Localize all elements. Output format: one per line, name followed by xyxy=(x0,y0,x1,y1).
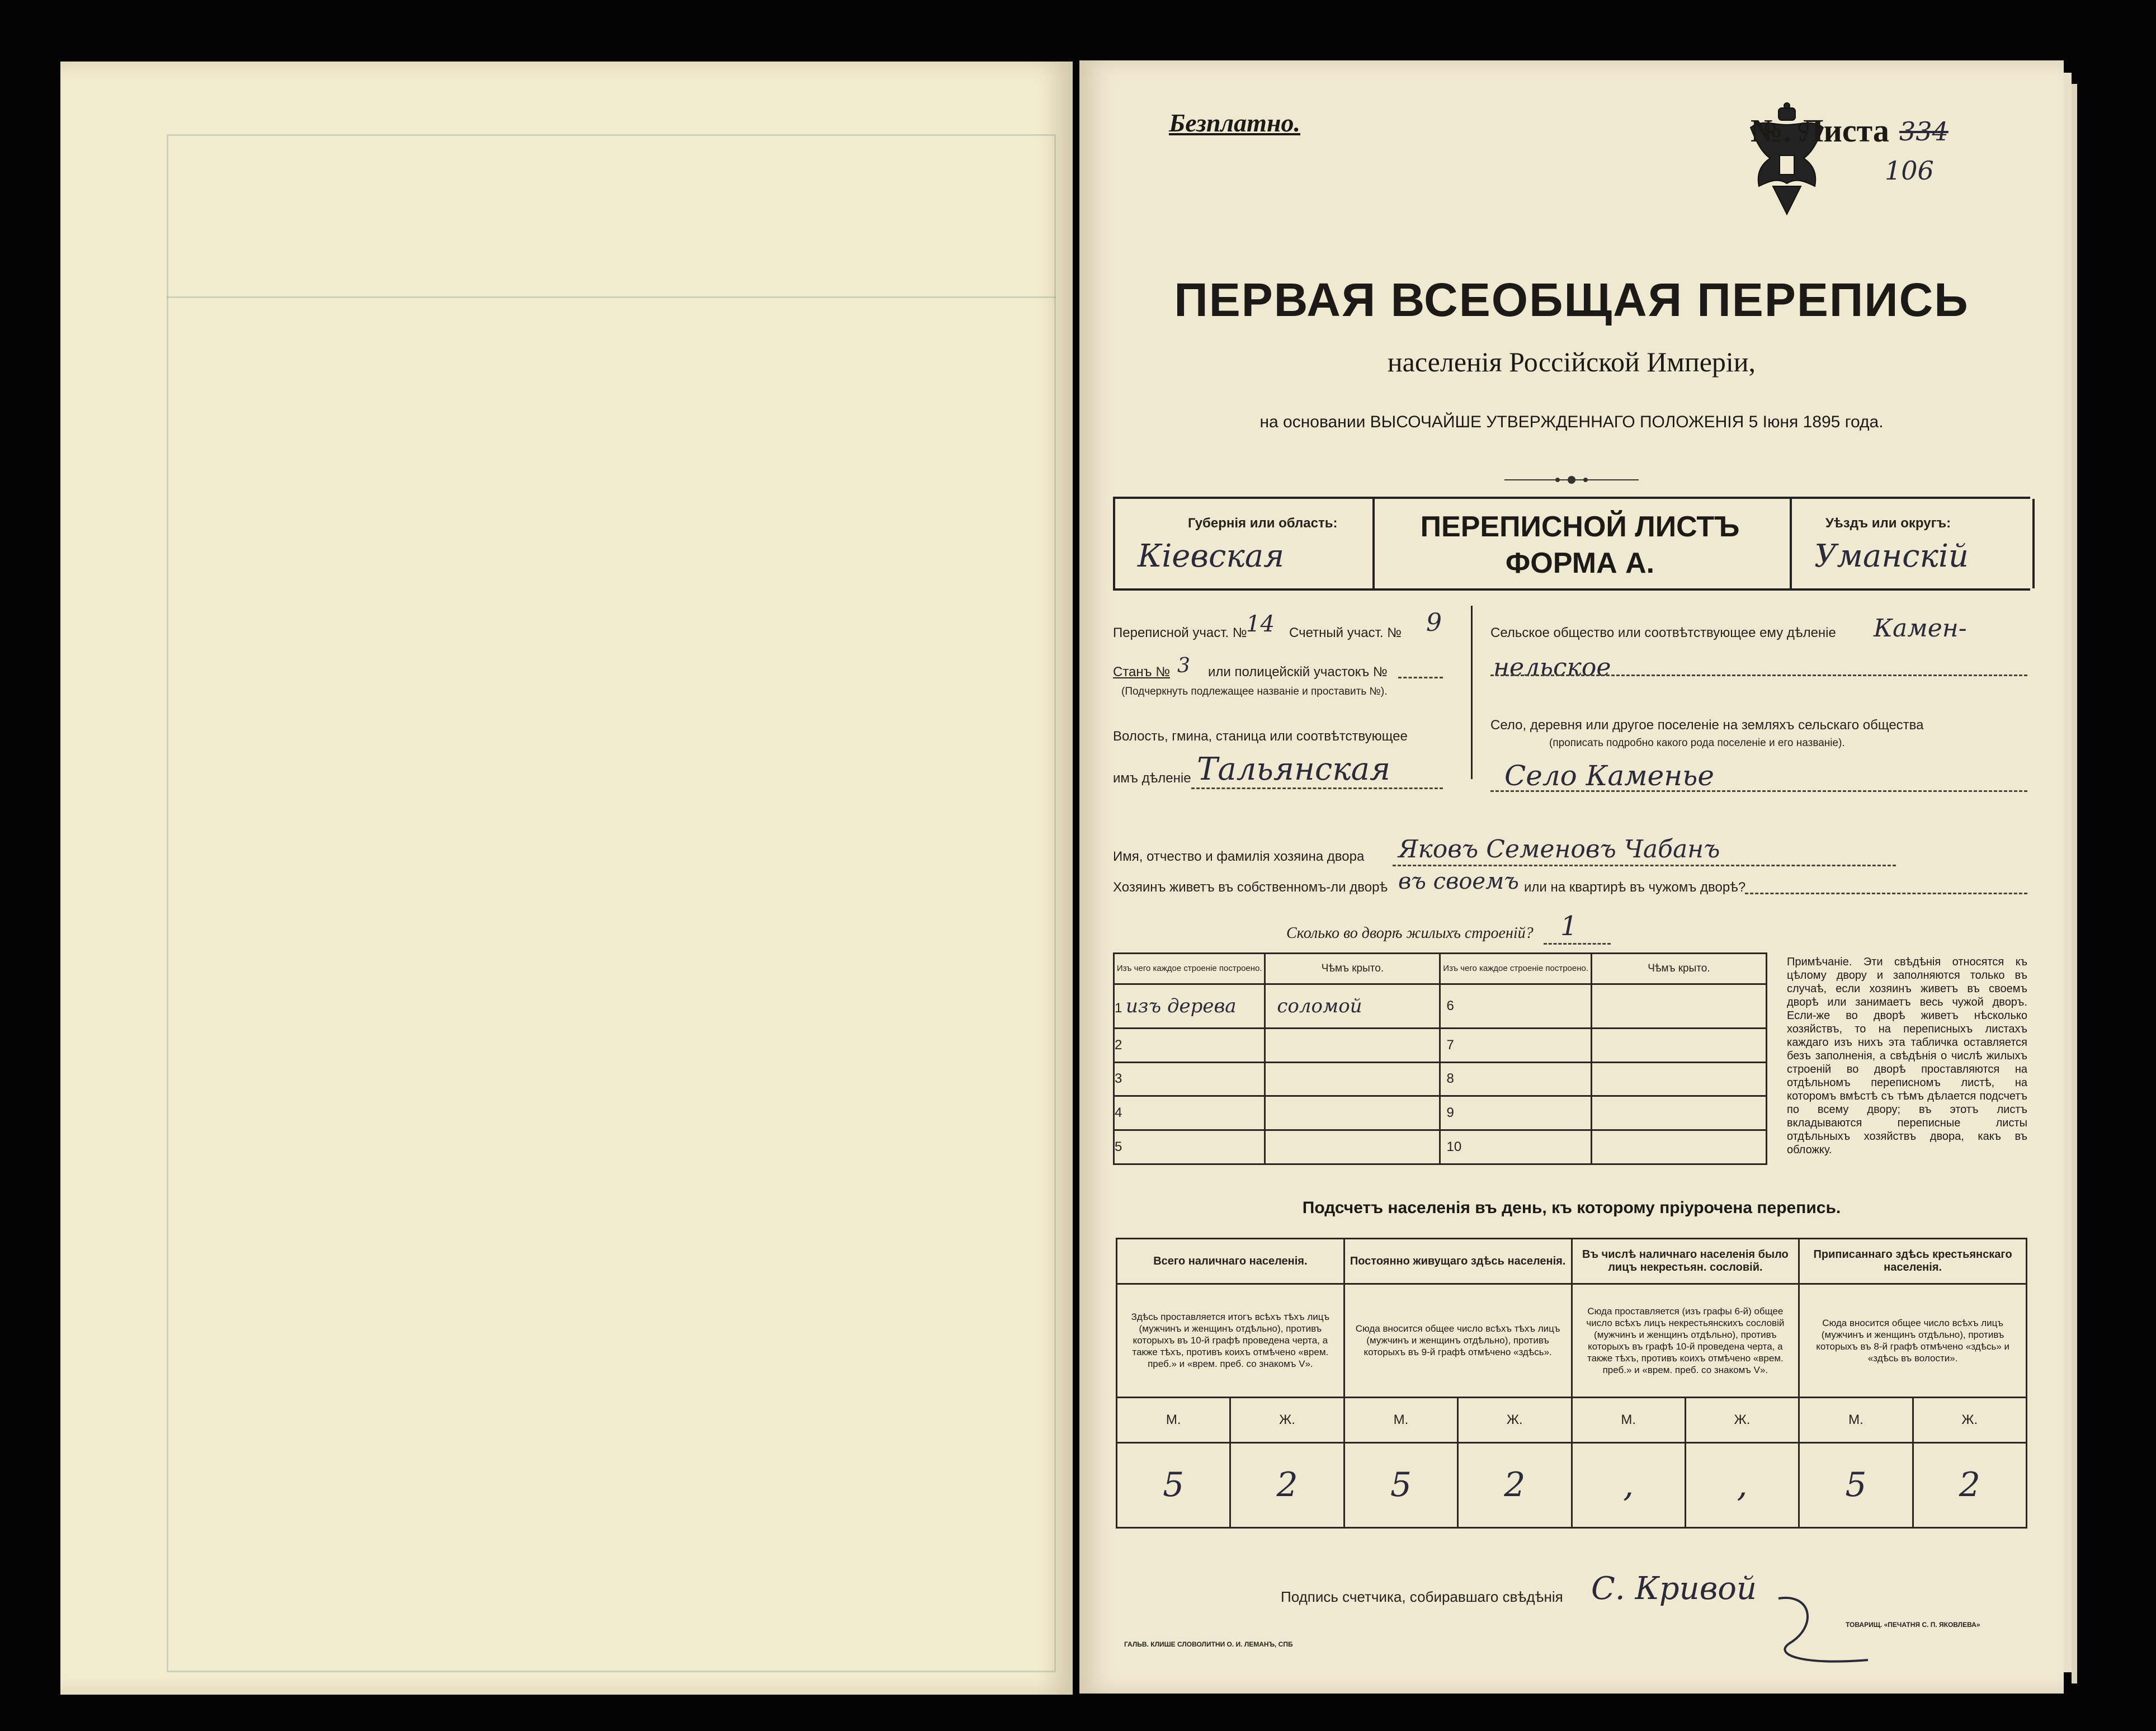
material-value: изъ дерева xyxy=(1126,994,1237,1017)
bleed-through-header xyxy=(167,134,1056,298)
row-number: 3 xyxy=(1114,1062,1265,1096)
field-divider xyxy=(1471,606,1473,779)
table-row xyxy=(1114,984,1767,1028)
buildings-table xyxy=(1113,952,1767,1165)
printer-right: ТОВАРИЩ. «ПЕЧАТНЯ С. П. ЯКОВЛЕВА» xyxy=(1846,1621,1980,1629)
male-count: , xyxy=(1572,1442,1685,1527)
bleed-through-table xyxy=(167,134,1056,1672)
row-number: 10 xyxy=(1440,1130,1591,1164)
row-number: 8 xyxy=(1440,1062,1591,1096)
roof-cell xyxy=(1591,1028,1766,1062)
owner-lives-label: Хозяинъ живетъ въ собственномъ-ли дворѣ xyxy=(1113,880,1388,895)
buildings-label: Сколько во дворѣ жилыхъ строеній? xyxy=(1286,925,1534,942)
row-number: 6 xyxy=(1440,984,1591,1028)
row-number: 9 xyxy=(1440,1096,1591,1130)
roof-cell xyxy=(1591,1096,1766,1130)
note-text: Примѣчаніе. Эти свѣдѣнія относятся къ цѣлому двору и заполняются только въ случаѣ, если хозяинъ живетъ въ своемъ дворѣ или занимаетъ весь чужой дворъ. Если-же во дворѣ живетъ нѣсколько хозяйствъ, то на переписныхъ листахъ каждаго изъ нихъ эта табличка оставляется безъ заполненія, а свѣдѣнія о числѣ жилыхъ строеній во дворѣ проставляются на отдѣльномъ переписномъ листѣ, на которомъ вмѣстѣ съ тѣмъ дѣлается подсчетъ по всему двору; въ этотъ листъ вкладываются переписные листы отдѣльныхъ хозяйствъ двора, какъ въ обложку. xyxy=(1787,956,2027,1156)
signature-flourish xyxy=(1767,1593,1879,1671)
village-hint: (прописать подробно какого рода поселеніе и его названіе). xyxy=(1549,737,1845,749)
page-edge xyxy=(2064,73,2072,1672)
page-subtitle: населенія Россійской Имперіи, xyxy=(1387,346,1756,378)
roof-cell xyxy=(1265,1062,1440,1096)
row-number: 1 xyxy=(1115,1000,1122,1016)
owner-name-value: Яковъ Семеновъ Чабанъ xyxy=(1398,835,1720,864)
gubernia-label: Губернія или область: xyxy=(1188,516,1338,531)
female-count: 2 xyxy=(1230,1442,1344,1527)
population-title: Подсчетъ населенія въ день, къ которому пріурочена перепись. xyxy=(1302,1199,1841,1217)
sheet-number-handwritten: 106 xyxy=(1885,155,1934,186)
pop-col-desc: Сюда вносится общее число всѣхъ лицъ (мужчинъ и женщинъ отдѣльно), противъ которыхъ въ 8-й графѣ отмѣчено «здѣсь» и «здѣсь въ волости». xyxy=(1799,1284,2027,1398)
gubernia-box xyxy=(1113,499,1375,588)
row-number: 7 xyxy=(1440,1028,1591,1062)
form-title: ПЕРЕПИСНОЙ ЛИСТЪ xyxy=(1420,511,1740,543)
male-label: М. xyxy=(1344,1397,1457,1442)
female-label: Ж. xyxy=(1230,1397,1344,1442)
volost-label-2: имъ дѣленіе xyxy=(1113,771,1191,786)
stan-label: Станъ № xyxy=(1113,664,1171,680)
male-label: М. xyxy=(1799,1397,1913,1442)
printer-left: ГАЛЬВ. КЛИШЕ СЛОВОЛИТНИ О. И. ЛЕМАНЪ, СПБ xyxy=(1124,1640,1293,1648)
male-count: 5 xyxy=(1799,1442,1913,1527)
roof-cell xyxy=(1265,1096,1440,1130)
col-roof-left: Чѣмъ крыто. xyxy=(1265,954,1440,984)
society-line xyxy=(1490,675,2027,676)
page-edge xyxy=(2072,84,2077,1683)
police-line xyxy=(1398,677,1443,678)
roof-cell xyxy=(1591,1062,1766,1096)
owner-name-line xyxy=(1393,865,1896,866)
census-form-page xyxy=(1079,60,2064,1694)
female-count: , xyxy=(1685,1442,1799,1527)
row-number: 4 xyxy=(1114,1096,1265,1130)
page-title: ПЕРВАЯ ВСЕОБЩАЯ ПЕРЕПИСЬ xyxy=(1174,273,1969,326)
count-area-label: Счетный участ. № xyxy=(1289,625,1402,640)
form-header-box xyxy=(1113,497,2030,591)
pop-col-head: Всего наличнаго населенія. xyxy=(1117,1239,1344,1284)
society-value: Камен- xyxy=(1874,614,1967,643)
legal-basis: на основании ВЫСОЧАЙШЕ УТВЕРЖДЕННАГО ПОЛОЖЕНІЯ 5 Іюня 1895 года. xyxy=(1259,413,1884,431)
uezd-box xyxy=(1790,499,2035,588)
pop-col-desc: Сюда вносится общее число всѣхъ тѣхъ лицъ (мужчинъ и женщинъ отдѣльно), противъ которыхъ въ 9-й графѣ отмѣчено «здѣсь». xyxy=(1344,1284,1572,1398)
male-label: М. xyxy=(1117,1397,1230,1442)
buildings-line xyxy=(1544,943,1611,945)
col-material-right: Изъ чего каждое строеніе построено. xyxy=(1440,954,1591,984)
free-label: Безплатно. xyxy=(1169,109,1300,137)
uezd-label: Уѣздъ или округъ: xyxy=(1825,516,1951,531)
village-value: Село Каменье xyxy=(1504,760,1714,792)
female-label: Ж. xyxy=(1458,1397,1572,1442)
table-row xyxy=(1114,1130,1767,1164)
volost-line xyxy=(1191,787,1443,789)
pop-col-head: Въ числѣ наличнаго населенія было лицъ некрестьян. сословій. xyxy=(1572,1239,1799,1284)
owner-lives-value: въ своемъ xyxy=(1398,869,1519,894)
gubernia-value: Кіевская xyxy=(1138,538,1285,574)
sheet-number-struck: 334 xyxy=(1899,116,1949,147)
male-count: 5 xyxy=(1344,1442,1457,1527)
female-count: 2 xyxy=(1913,1442,2026,1527)
village-line xyxy=(1490,790,2027,792)
pop-col-desc: Здѣсь проставляется итогъ всѣхъ тѣхъ лицъ (мужчинъ и женщинъ отдѣльно), противъ которыхъ въ 10-й графѣ проведена черта, а также тѣхъ, противъ коихъ отмѣчено «врем. преб.» и «врем. преб. со знакомъ V». xyxy=(1117,1284,1344,1398)
female-count: 2 xyxy=(1458,1442,1572,1527)
village-label: Село, деревня или другое поселеніе на земляхъ сельскаго общества xyxy=(1490,718,1924,733)
signature-value: С. Кривой xyxy=(1591,1570,1757,1607)
pop-col-head: Постоянно живущаго здѣсь населенія. xyxy=(1344,1239,1572,1284)
volost-label: Волость, гмина, станица или соотвѣтствующее xyxy=(1113,729,1408,744)
volost-value: Тальянская xyxy=(1197,751,1391,787)
roof-cell xyxy=(1265,1130,1440,1164)
census-area-value: 14 xyxy=(1246,611,1275,637)
roof-cell xyxy=(1591,1130,1766,1164)
pop-col-desc: Сюда проставляется (изъ графы 6-й) общее число всѣхъ лицъ некрестьянскихъ сословій (мужчинъ и женщинъ отдѣльно), противъ которыхъ въ графѣ 10-й проведена черта, а также тѣхъ, противъ коихъ отмѣчено «врем. преб.» и «врем. преб. со знакомъ V». xyxy=(1572,1284,1799,1398)
owner-lives-label-2: или на квартирѣ въ чужомъ дворѣ? xyxy=(1524,880,1746,895)
underline-hint: (Подчеркнуть подлежащее названіе и проставить №). xyxy=(1121,686,1388,697)
pop-col-head: Приписаннаго здѣсь крестьянскаго населенія. xyxy=(1799,1239,2027,1284)
male-label: М. xyxy=(1572,1397,1685,1442)
owner-name-label: Имя, отчество и фамилія хозяина двора xyxy=(1113,849,1365,864)
female-label: Ж. xyxy=(1685,1397,1799,1442)
police-label: или полицейскій участокъ № xyxy=(1208,664,1388,680)
stan-value: 3 xyxy=(1177,654,1190,677)
owner-lives-line xyxy=(1745,893,2027,894)
signature-label: Подпись счетчика, собиравшаго свѣдѣнія xyxy=(1281,1588,1563,1605)
row-number: 5 xyxy=(1114,1130,1265,1164)
census-area-label: Переписной участ. № xyxy=(1113,625,1247,640)
society-label: Сельское общество или соотвѣтствующее ему дѣленіе xyxy=(1490,625,1836,640)
left-page xyxy=(60,62,1073,1695)
roof-cell xyxy=(1265,1028,1440,1062)
buildings-value: 1 xyxy=(1560,911,1578,942)
sheet-number-label: №. Листа xyxy=(1751,112,1889,149)
uezd-value: Уманскій xyxy=(1814,538,1969,574)
ornament-divider xyxy=(1504,474,1639,485)
col-roof-right: Чѣмъ крыто. xyxy=(1591,954,1766,984)
roof-value: соломой xyxy=(1265,984,1440,1028)
roof-cell xyxy=(1591,984,1766,1028)
male-count: 5 xyxy=(1117,1442,1230,1527)
count-area-value: 9 xyxy=(1426,609,1442,637)
table-row xyxy=(1114,1096,1767,1130)
society-value-2: нельское xyxy=(1493,653,1611,682)
population-table xyxy=(1116,1238,2027,1529)
female-label: Ж. xyxy=(1913,1397,2026,1442)
row-number: 2 xyxy=(1114,1028,1265,1062)
col-material-left: Изъ чего каждое строеніе построено. xyxy=(1114,954,1265,984)
form-subtitle: ФОРМА А. xyxy=(1505,547,1655,579)
table-row xyxy=(1114,1028,1767,1062)
table-row xyxy=(1114,1062,1767,1096)
